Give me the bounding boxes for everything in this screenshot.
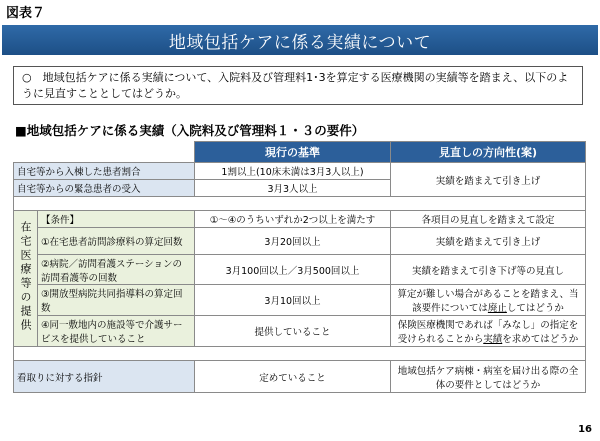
intro-text: ○ 地域包括ケアに係る実績について、入院料及び管理料1･3を算定する医療機関の実績等を踏まえ、以下のように見直すこととしてはどうか。 <box>22 71 569 100</box>
condition-1-label: ①在宅患者訪問診療料の算定回数 <box>38 228 195 255</box>
table-spacer-row <box>14 197 586 211</box>
row-emergency-acceptance-current: 3月3人以上 <box>195 180 391 197</box>
condition-3-direction-underlined: 廃止 <box>487 303 507 314</box>
end-of-life-guideline-label: 看取りに対する指針 <box>14 361 195 393</box>
figure-label: 図表７ <box>6 6 46 21</box>
end-of-life-guideline-direction: 地域包括ケア病棟・病室を届け出る際の全体の要件としてはどうか <box>391 361 586 393</box>
section-heading: ■地域包括ケアに係る実績（入院料及び管理料１・３の要件） <box>15 123 365 138</box>
table-row <box>14 211 586 228</box>
condition-3-direction-part1: 算定が難しい場合があることを踏まえ、当該要件については <box>397 289 579 314</box>
table-spacer-row <box>14 347 586 361</box>
condition-3-label: ③開放型病院共同指導料の算定回数 <box>38 285 195 316</box>
conditions-direction: 各項目の見直しを踏まえて設定 <box>391 211 586 228</box>
condition-1-direction: 実績を踏まえて引き上げ <box>391 228 586 255</box>
requirements-table <box>13 141 586 393</box>
spacer-cell <box>14 197 586 211</box>
table-row <box>14 228 586 255</box>
condition-4-label: ④同一敷地内の施設等で介護サービスを提供していること <box>38 316 195 347</box>
row-home-admission-ratio-label: 自宅等から入棟した患者割合 <box>14 163 195 180</box>
condition-2-direction: 実績を踏まえて引き下げ等の見直し <box>391 255 586 285</box>
table-row <box>14 255 586 285</box>
condition-4-direction-part2: を求めてはどうか <box>502 334 579 345</box>
table-header-row <box>14 142 586 163</box>
conditions-label: 【条件】 <box>38 211 195 228</box>
spacer-cell <box>14 347 586 361</box>
header-revision-direction: 見直しの方向性(案) <box>391 142 586 163</box>
condition-4-direction-part1: 保険医療機関であれば「みなし」の指定を受けられることから <box>397 320 579 345</box>
header-blank-cell <box>14 142 195 163</box>
condition-1-current: 3月20回以上 <box>195 228 391 255</box>
table-row <box>14 285 586 316</box>
condition-3-direction-part2: してはどうか <box>506 303 564 314</box>
condition-4-direction <box>391 316 586 347</box>
row-emergency-acceptance-label: 自宅等からの緊急患者の受入 <box>14 180 195 197</box>
table-row <box>14 163 586 180</box>
page-number: 16 <box>578 424 592 435</box>
page-title <box>2 25 598 55</box>
row-home-direction: 実績を踏まえて引き上げ <box>391 163 586 197</box>
condition-2-label: ②病院／訪問看護ステーションの訪問看護等の回数 <box>38 255 195 285</box>
table-row <box>14 316 586 347</box>
page-title-text: 地域包括ケアに係る実績について <box>168 32 432 53</box>
condition-2-current: 3月100回以上／3月500回以上 <box>195 255 391 285</box>
header-current-criteria: 現行の基準 <box>195 142 391 163</box>
side-label-home-care <box>14 211 38 347</box>
table-row <box>14 361 586 393</box>
conditions-current: ①～④のうちいずれか2つ以上を満たす <box>195 211 391 228</box>
side-label-text: 在宅医療等の提供 <box>19 220 32 333</box>
condition-3-current: 3月10回以上 <box>195 285 391 316</box>
row-home-admission-ratio-current: 1割以上(10床未満は3月3人以上) <box>195 163 391 180</box>
condition-4-current: 提供していること <box>195 316 391 347</box>
intro-box <box>13 66 583 105</box>
end-of-life-guideline-current: 定めていること <box>195 361 391 393</box>
condition-4-direction-underlined: 実績 <box>483 334 503 345</box>
condition-3-direction <box>391 285 586 316</box>
